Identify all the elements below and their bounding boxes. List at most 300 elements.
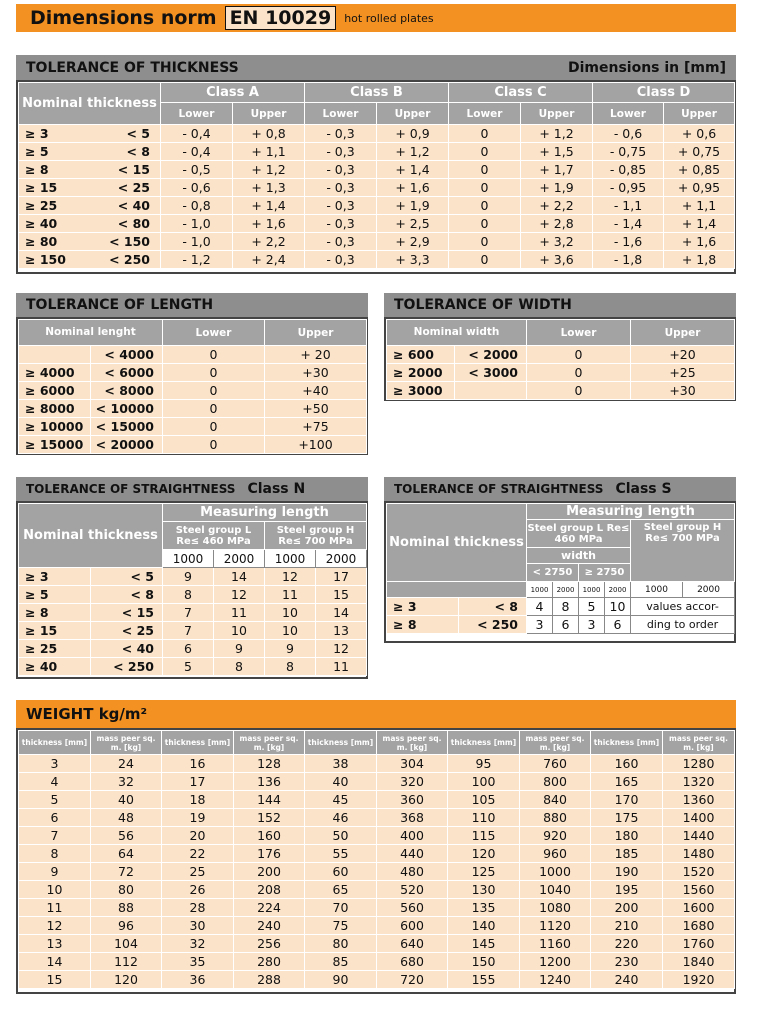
tolerance-cell: + 1,3 [233, 179, 305, 197]
lower-value: 0 [163, 418, 265, 436]
lower-header: Lower [449, 103, 521, 125]
tolerance-cell: + 2,5 [377, 215, 449, 233]
weight-table [18, 730, 735, 989]
thickness-value: 190 [591, 863, 663, 881]
range-from: ≥ 4000 [19, 364, 91, 382]
sn-measuring-header: Measuring length [163, 504, 367, 522]
tolerance-cell: + 3,3 [377, 251, 449, 269]
thickness-value: 10 [19, 881, 91, 899]
straightness-n-class: Class N [247, 481, 306, 497]
tolerance-cell: - 0,85 [593, 161, 664, 179]
table-row [19, 125, 735, 143]
mass-value: 1320 [663, 773, 735, 791]
tolerance-cell: - 1,4 [593, 215, 664, 233]
table-row [19, 845, 735, 863]
thickness-value: 65 [305, 881, 377, 899]
upper-header: Upper [521, 103, 593, 125]
tolerance-cell: - 1,6 [593, 233, 664, 251]
straightness-n-header [16, 477, 368, 501]
tolerance-cell: + 0,85 [664, 161, 735, 179]
range-to: < 8000 [91, 382, 163, 400]
nominal-range-cell [19, 179, 161, 197]
thickness-value: 100 [448, 773, 520, 791]
mass-value: 256 [234, 935, 305, 953]
range-to [455, 382, 527, 400]
range-to: < 250 [91, 658, 163, 676]
range-from: ≥ 15 [25, 180, 58, 195]
length-title: TOLERANCE OF LENGTH [26, 297, 214, 313]
mass-value: 32 [91, 773, 162, 791]
thickness-value: 80 [305, 935, 377, 953]
measuring-length-cell: 2000 [605, 582, 631, 598]
mass-value: 48 [91, 809, 162, 827]
tolerance-cell: - 0,6 [161, 179, 233, 197]
thickness-value: 5 [19, 791, 91, 809]
range-to: < 250 [109, 252, 150, 267]
sn-group-l-header: Steel group L Re≤ 460 MPa [163, 522, 265, 550]
thickness-value: 180 [591, 827, 663, 845]
tolerance-cell: + 1,2 [521, 125, 593, 143]
thickness-value: 200 [591, 899, 663, 917]
range-to: < 8 [459, 598, 527, 616]
tolerance-cell: + 0,95 [664, 179, 735, 197]
thickness-value: 185 [591, 845, 663, 863]
range-from: ≥ 5 [25, 144, 49, 159]
straightness-cell: 9 [214, 640, 265, 658]
measuring-length-cell: 2000 [214, 550, 265, 568]
tolerance-cell: + 1,2 [377, 143, 449, 161]
range-from: ≥ 8000 [19, 400, 91, 418]
table-row [19, 773, 735, 791]
lower-value: 0 [163, 346, 265, 364]
straightness-s-header [384, 477, 736, 501]
range-to: < 80 [117, 216, 150, 231]
range-to: < 10000 [91, 400, 163, 418]
range-to: < 250 [459, 616, 527, 634]
range-from: ≥ 5 [19, 586, 91, 604]
thickness-value: 115 [448, 827, 520, 845]
tolerance-cell: + 1,6 [664, 233, 735, 251]
lower-value: 0 [163, 436, 265, 454]
thickness-value: 13 [19, 935, 91, 953]
range-to: < 40 [91, 640, 163, 658]
tolerance-cell: + 2,9 [377, 233, 449, 251]
order-note: values accor- [631, 598, 735, 616]
tolerance-cell: + 1,5 [521, 143, 593, 161]
thickness-value: 14 [19, 953, 91, 971]
lower-value: 0 [163, 382, 265, 400]
tolerance-cell: - 1,1 [593, 197, 664, 215]
order-note: ding to order [631, 616, 735, 634]
thickness-value: 32 [162, 935, 234, 953]
range-from: ≥ 8 [19, 604, 91, 622]
table-row [19, 971, 735, 989]
straightness-cell: 3 [527, 616, 553, 634]
tolerance-cell: - 0,95 [593, 179, 664, 197]
norm-text: EN 10029 [225, 6, 337, 30]
mass-value: 560 [377, 899, 448, 917]
range-from: ≥ 600 [387, 346, 455, 364]
straightness-cell: 17 [316, 568, 367, 586]
tolerance-cell: - 1,8 [593, 251, 664, 269]
mass-value: 880 [520, 809, 591, 827]
straightness-cell: 5 [579, 598, 605, 616]
tolerance-cell: + 0,8 [233, 125, 305, 143]
table-row [19, 161, 735, 179]
range-to: < 6000 [91, 364, 163, 382]
thickness-value: 85 [305, 953, 377, 971]
mass-value: 1560 [663, 881, 735, 899]
ss-nominal-spacer [387, 582, 527, 598]
ss-measuring-header: Measuring length [527, 504, 735, 520]
range-to: < 20000 [91, 436, 163, 454]
tolerance-cell: - 0,4 [161, 125, 233, 143]
upper-value: +50 [265, 400, 367, 418]
width-lower-header: Lower [527, 320, 631, 346]
measuring-length-cell: 2000 [683, 582, 735, 598]
range-to: < 5 [126, 126, 150, 141]
thickness-value: 40 [305, 773, 377, 791]
length-upper-header: Upper [265, 320, 367, 346]
thickness-value: 3 [19, 755, 91, 773]
mass-value: 600 [377, 917, 448, 935]
mass-value: 1600 [663, 899, 735, 917]
measuring-length-cell: 1000 [265, 550, 316, 568]
mass-value: 1920 [663, 971, 735, 989]
table-row [19, 953, 735, 971]
weight-title: WEIGHT kg/m² [26, 705, 148, 723]
tolerance-cell: 0 [449, 161, 521, 179]
thickness-value: 12 [19, 917, 91, 935]
mass-value: 1480 [663, 845, 735, 863]
tolerance-cell: 0 [449, 143, 521, 161]
sn-nominal-header: Nominal thickness [19, 504, 163, 568]
mass-value: 1080 [520, 899, 591, 917]
mass-col-header: mass peer sq. m. [kg] [663, 731, 735, 755]
title-text: Dimensions norm [30, 7, 217, 29]
mass-value: 208 [234, 881, 305, 899]
mass-col-header: mass peer sq. m. [kg] [520, 731, 591, 755]
nominal-range-cell [19, 197, 161, 215]
tolerance-cell: - 1,2 [161, 251, 233, 269]
mass-value: 120 [91, 971, 162, 989]
range-from: ≥ 15 [19, 622, 91, 640]
straightness-s-title: TOLERANCE OF STRAIGHTNESS [394, 482, 604, 496]
mass-value: 40 [91, 791, 162, 809]
straightness-cell: 12 [214, 586, 265, 604]
thickness-value: 160 [591, 755, 663, 773]
nominal-range-cell [19, 251, 161, 269]
thickness-value: 155 [448, 971, 520, 989]
mass-value: 760 [520, 755, 591, 773]
range-from: ≥ 6000 [19, 382, 91, 400]
thickness-value: 95 [448, 755, 520, 773]
tolerance-cell: - 0,3 [305, 143, 377, 161]
table-row [387, 616, 735, 634]
table-row [19, 935, 735, 953]
mass-value: 128 [234, 755, 305, 773]
tolerance-cell: + 0,75 [664, 143, 735, 161]
mass-value: 160 [234, 827, 305, 845]
range-from: ≥ 2000 [387, 364, 455, 382]
upper-header: Upper [377, 103, 449, 125]
thickness-value: 140 [448, 917, 520, 935]
thickness-value: 18 [162, 791, 234, 809]
straightness-cell: 14 [214, 568, 265, 586]
thickness-value: 135 [448, 899, 520, 917]
table-row [19, 418, 367, 436]
mass-value: 800 [520, 773, 591, 791]
table-row [19, 436, 367, 454]
thickness-value: 28 [162, 899, 234, 917]
tolerance-cell: 0 [449, 215, 521, 233]
straightness-cell: 9 [265, 640, 316, 658]
mass-value: 1440 [663, 827, 735, 845]
thickness-header [16, 55, 736, 80]
thickness-value: 105 [448, 791, 520, 809]
range-from: ≥ 40 [19, 658, 91, 676]
straightness-cell: 6 [163, 640, 214, 658]
tolerance-cell: 0 [449, 125, 521, 143]
range-from: ≥ 3 [25, 126, 49, 141]
straightness-cell: 10 [605, 598, 631, 616]
tolerance-cell: + 1,7 [521, 161, 593, 179]
range-from: ≥ 10000 [19, 418, 91, 436]
tolerance-cell: 0 [449, 197, 521, 215]
upper-value: +100 [265, 436, 367, 454]
thickness-value: 170 [591, 791, 663, 809]
mass-value: 72 [91, 863, 162, 881]
mass-value: 280 [234, 953, 305, 971]
tolerance-cell: + 0,9 [377, 125, 449, 143]
thickness-col-header: thickness [mm] [19, 731, 91, 755]
mass-value: 720 [377, 971, 448, 989]
upper-header: Upper [233, 103, 305, 125]
table-row [19, 658, 367, 676]
class-d-header: Class D [593, 83, 735, 103]
nominal-thickness-header: Nominal thickness [19, 83, 161, 125]
width-header [384, 293, 736, 317]
tolerance-cell: + 1,6 [377, 179, 449, 197]
tolerance-cell: 0 [449, 233, 521, 251]
tolerance-cell: - 0,3 [305, 251, 377, 269]
thickness-value: 150 [448, 953, 520, 971]
tolerance-cell: + 1,6 [233, 215, 305, 233]
straightness-cell: 8 [553, 598, 579, 616]
mass-value: 200 [234, 863, 305, 881]
range-from: ≥ 150 [25, 252, 66, 267]
range-to: < 40 [117, 198, 150, 213]
thickness-value: 70 [305, 899, 377, 917]
straightness-cell: 8 [214, 658, 265, 676]
upper-value: +40 [265, 382, 367, 400]
sn-group-h-header: Steel group H Re≤ 700 MPa [265, 522, 367, 550]
upper-value: +30 [265, 364, 367, 382]
table-row [19, 233, 735, 251]
table-row [19, 364, 367, 382]
straightness-cell: 11 [214, 604, 265, 622]
mass-value: 360 [377, 791, 448, 809]
thickness-value: 16 [162, 755, 234, 773]
class-b-header: Class B [305, 83, 449, 103]
thickness-value: 195 [591, 881, 663, 899]
range-from: ≥ 8 [25, 162, 49, 177]
tolerance-cell: - 0,4 [161, 143, 233, 161]
table-row [19, 197, 735, 215]
mass-value: 440 [377, 845, 448, 863]
thickness-value: 46 [305, 809, 377, 827]
table-row [19, 827, 735, 845]
width-table [386, 319, 735, 400]
tolerance-cell: - 0,75 [593, 143, 664, 161]
range-from: ≥ 15000 [19, 436, 91, 454]
mass-value: 136 [234, 773, 305, 791]
table-row [19, 899, 735, 917]
mass-value: 1680 [663, 917, 735, 935]
mass-col-header: mass peer sq. m. [kg] [234, 731, 305, 755]
range-to: < 3000 [455, 364, 527, 382]
tolerance-cell: - 0,8 [161, 197, 233, 215]
tolerance-cell: - 1,0 [161, 233, 233, 251]
tolerance-cell: + 0,6 [664, 125, 735, 143]
straightness-cell: 3 [579, 616, 605, 634]
nominal-range-cell [19, 125, 161, 143]
straightness-s-class: Class S [615, 481, 672, 497]
straightness-cell: 10 [214, 622, 265, 640]
table-row [19, 755, 735, 773]
table-row [387, 382, 735, 400]
tolerance-cell: - 0,3 [305, 233, 377, 251]
measuring-length-cell: 1000 [527, 582, 553, 598]
tolerance-cell: + 1,2 [233, 161, 305, 179]
thickness-value: 19 [162, 809, 234, 827]
straightness-cell: 12 [316, 640, 367, 658]
upper-header: Upper [664, 103, 735, 125]
table-row [19, 251, 735, 269]
range-from: ≥ 3 [19, 568, 91, 586]
straightness-cell: 7 [163, 622, 214, 640]
tolerance-cell: - 1,0 [161, 215, 233, 233]
mass-value: 1840 [663, 953, 735, 971]
measuring-length-cell: 2000 [316, 550, 367, 568]
tolerance-cell: - 0,3 [305, 197, 377, 215]
mass-value: 56 [91, 827, 162, 845]
table-row [19, 586, 367, 604]
tolerance-cell: + 2,4 [233, 251, 305, 269]
thickness-value: 230 [591, 953, 663, 971]
ss-group-l-header: Steel group L Re≤ 460 MPa [527, 520, 631, 548]
measuring-length-cell: 2000 [553, 582, 579, 598]
straightness-cell: 12 [265, 568, 316, 586]
table-row [19, 863, 735, 881]
ss-group-h-header: Steel group H Re≤ 700 MPa [631, 520, 735, 582]
mass-value: 1400 [663, 809, 735, 827]
range-to: < 25 [117, 180, 150, 195]
thickness-value: 30 [162, 917, 234, 935]
ss-nominal-header: Nominal thickness [387, 504, 527, 582]
mass-value: 240 [234, 917, 305, 935]
mass-value: 1760 [663, 935, 735, 953]
table-row [19, 604, 367, 622]
tolerance-cell: + 3,2 [521, 233, 593, 251]
straightness-n-title: TOLERANCE OF STRAIGHTNESS [26, 482, 236, 496]
range-from: ≥ 80 [25, 234, 58, 249]
thickness-value: 110 [448, 809, 520, 827]
range-to: < 5 [91, 568, 163, 586]
length-table [18, 319, 367, 454]
mass-value: 1360 [663, 791, 735, 809]
thickness-value: 220 [591, 935, 663, 953]
tolerance-cell: + 1,1 [664, 197, 735, 215]
range-to: < 8 [126, 144, 150, 159]
class-c-header: Class C [449, 83, 593, 103]
mass-value: 1280 [663, 755, 735, 773]
thickness-value: 120 [448, 845, 520, 863]
range-from [19, 346, 91, 364]
tolerance-cell: - 0,3 [305, 179, 377, 197]
range-to: < 4000 [91, 346, 163, 364]
nominal-range-cell [19, 233, 161, 251]
tolerance-cell: + 1,1 [233, 143, 305, 161]
range-to: < 15 [117, 162, 150, 177]
range-to: < 150 [109, 234, 150, 249]
table-row [19, 346, 367, 364]
straightness-cell: 5 [163, 658, 214, 676]
straightness-cell: 6 [553, 616, 579, 634]
thickness-value: 17 [162, 773, 234, 791]
range-to: < 2000 [455, 346, 527, 364]
lower-value: 0 [527, 382, 631, 400]
range-from: ≥ 3 [387, 598, 459, 616]
lower-value: 0 [163, 364, 265, 382]
table-row [19, 568, 367, 586]
lower-value: 0 [527, 346, 631, 364]
straightness-cell: 7 [163, 604, 214, 622]
mass-value: 960 [520, 845, 591, 863]
table-row [19, 215, 735, 233]
length-lower-header: Lower [163, 320, 265, 346]
straightness-cell: 11 [265, 586, 316, 604]
mass-value: 304 [377, 755, 448, 773]
table-row [19, 143, 735, 161]
straightness-cell: 10 [265, 604, 316, 622]
tolerance-cell: + 2,2 [521, 197, 593, 215]
tolerance-cell: + 3,6 [521, 251, 593, 269]
ss-width-ge: ≥ 2750 [579, 564, 631, 582]
mass-value: 224 [234, 899, 305, 917]
tolerance-cell: + 1,4 [664, 215, 735, 233]
class-a-header: Class A [161, 83, 305, 103]
mass-value: 24 [91, 755, 162, 773]
lower-header: Lower [161, 103, 233, 125]
table-row [387, 364, 735, 382]
thickness-value: 38 [305, 755, 377, 773]
thickness-col-header: thickness [mm] [305, 731, 377, 755]
straightness-cell: 8 [265, 658, 316, 676]
length-header [16, 293, 368, 317]
nominal-length-header: Nominal lenght [19, 320, 163, 346]
thickness-col-header: thickness [mm] [591, 731, 663, 755]
thickness-units: Dimensions in [mm] [567, 59, 726, 76]
thickness-value: 145 [448, 935, 520, 953]
nominal-range-cell [19, 215, 161, 233]
lower-header: Lower [305, 103, 377, 125]
range-from: ≥ 40 [25, 216, 58, 231]
thickness-value: 90 [305, 971, 377, 989]
mass-value: 88 [91, 899, 162, 917]
thickness-value: 240 [591, 971, 663, 989]
thickness-value: 45 [305, 791, 377, 809]
